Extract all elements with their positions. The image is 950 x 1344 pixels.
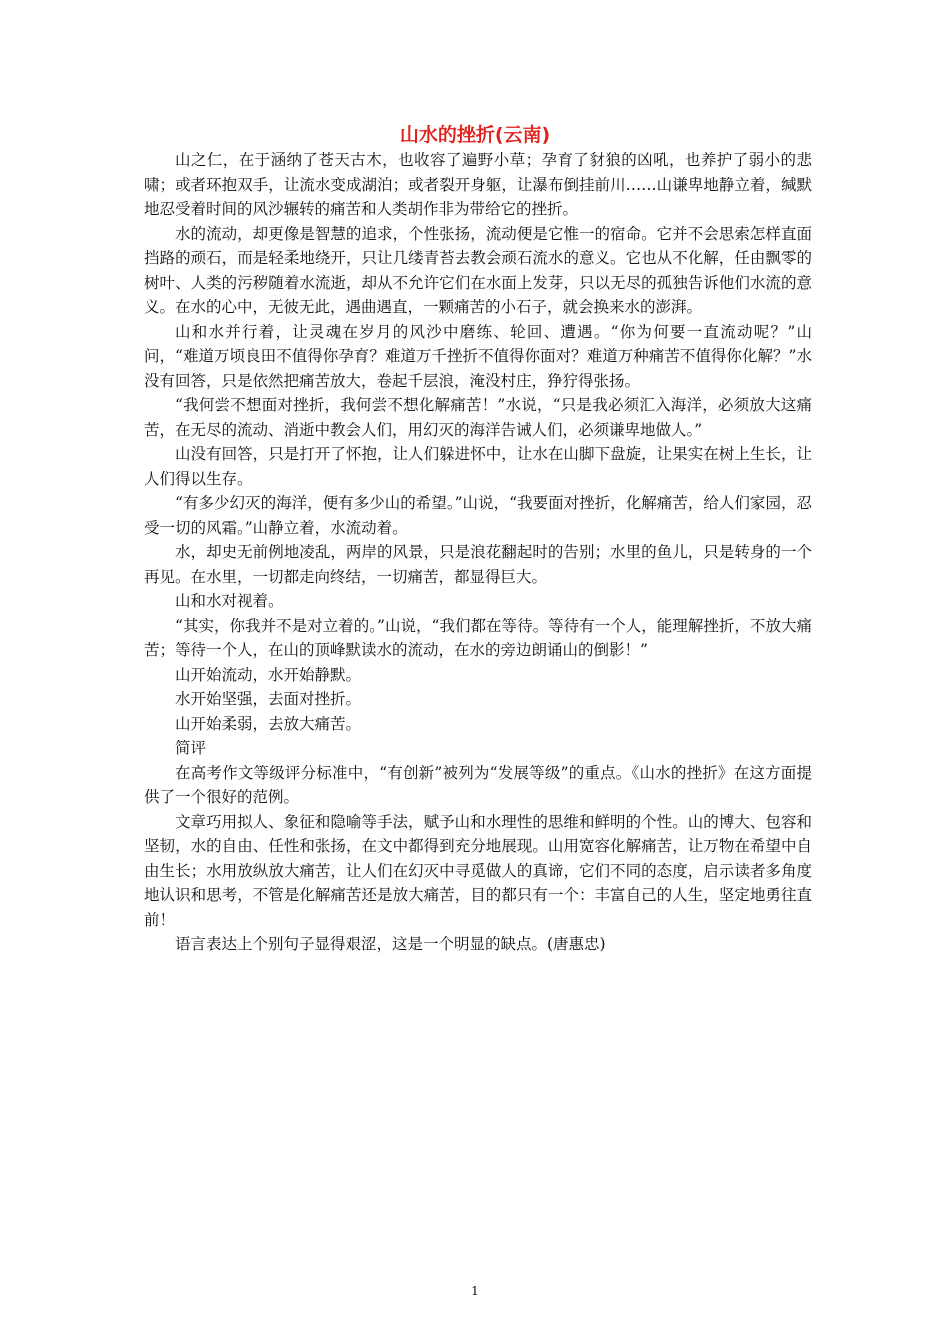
paragraph: 山和水对视着。 [175,592,284,610]
paragraph: 水开始坚强，去面对挫折。 [175,690,362,708]
paragraph: 山开始柔弱，去放大痛苦。 [175,714,362,733]
paragraph: 山之仁，在于涵纳了苍天古木，也收容了遍野小草；孕育了豺狼的凶吼，也养护了弱小的悲啸；或者环抱双手，让流水变成湖泊；或者裂开身躯，让瀑布倒挂前川……山谦卑地静立着，缄默地忍受着时间的风沙辗转的痛苦和人类胡作非为带给它的挫折。 [144,151,812,218]
document-title: 山水的挫折(云南) [399,124,551,146]
paragraph: 文章巧用拟人、象征和隐喻等手法，赋予山和水理性的思维和鲜明的个性。山的博大、包容和坚韧，水的自由、任性和张扬，在文中都得到充分地展现。山用宽容化解痛苦，让万物在希望中自由生长；水用放纵放大痛苦，让人们在幻灭中寻觅做人的真谛，它们不同的态度，启示读者多角度地认识和思考，不管是化解痛苦还是放大痛苦，目的都只有一个：丰富自己的人生，坚定地勇往直前！ [144,812,812,929]
paragraph: 水，却史无前例地凌乱，两岸的风景，只是浪花翻起时的告别；水里的鱼儿，只是转身的一个再见。在水里，一切都走向终结，一切痛苦，都显得巨大。 [144,543,812,586]
paragraph: 山开始流动，水开始静默。 [175,665,362,684]
paragraph: “有多少幻灭的海洋，便有多少山的希望。”山说，“我要面对挫折，化解痛苦，给人们家园，忍受一切的风霜。”山静立着，水流动着。 [144,494,812,537]
paragraph: “其实，你我并不是对立着的。”山说，“我们都在等待。等待有一个人，能理解挫折，不放大痛苦；等待一个人，在山的顶峰默读水的流动，在水的旁边朗诵山的倒影！” [144,616,812,659]
paragraph: 语言表达上个别句子显得艰涩，这是一个明显的缺点。(唐惠忠) [175,935,606,953]
paragraph: 山没有回答，只是打开了怀抱，让人们躲进怀中，让水在山脚下盘旋，让果实在树上生长，让人们得以生存。 [144,445,812,488]
paragraph: 在高考作文等级评分标准中，“有创新”被列为“发展等级”的重点。《山水的挫折》在这方面提供了一个很好的范例。 [144,763,812,806]
paragraph: “我何尝不想面对挫折，我何尝不想化解痛苦！”水说，“只是我必须汇入海洋，必须放大这痛苦，在无尽的流动、消逝中教会人们，用幻灭的海洋告诫人们，必须谦卑地做人。” [144,396,812,439]
review-heading: 简评 [175,739,207,757]
document-body [144,148,812,957]
paragraph: 水的流动，却更像是智慧的追求，个性张扬，流动便是它惟一的宿命。它并不会思索怎样直面挡路的顽石，而是轻柔地绕开，只让几缕青苔去教会顽石流水的意义。它也从不化解，任由飘零的树叶、人类的污秽随着水流逝，却从不允许它们在水面上发芽，只以无尽的孤独告诉他们水流的意义。在水的心中，无彼无此，遇曲遇直，一颗痛苦的小石子，就会换来水的澎湃。 [144,224,812,316]
page-number: 1 [471,1284,479,1298]
paragraph: 山和水并行着，让灵魂在岁月的风沙中磨练、轮回、遭遇。“你为何要一直流动呢？”山问，“难道万顷良田不值得你孕育？难道万千挫折不值得你面对？难道万种痛苦不值得你化解？”水没有回答，只是依然把痛苦放大，卷起千层浪，淹没村庄，狰狞得张扬。 [144,322,812,390]
